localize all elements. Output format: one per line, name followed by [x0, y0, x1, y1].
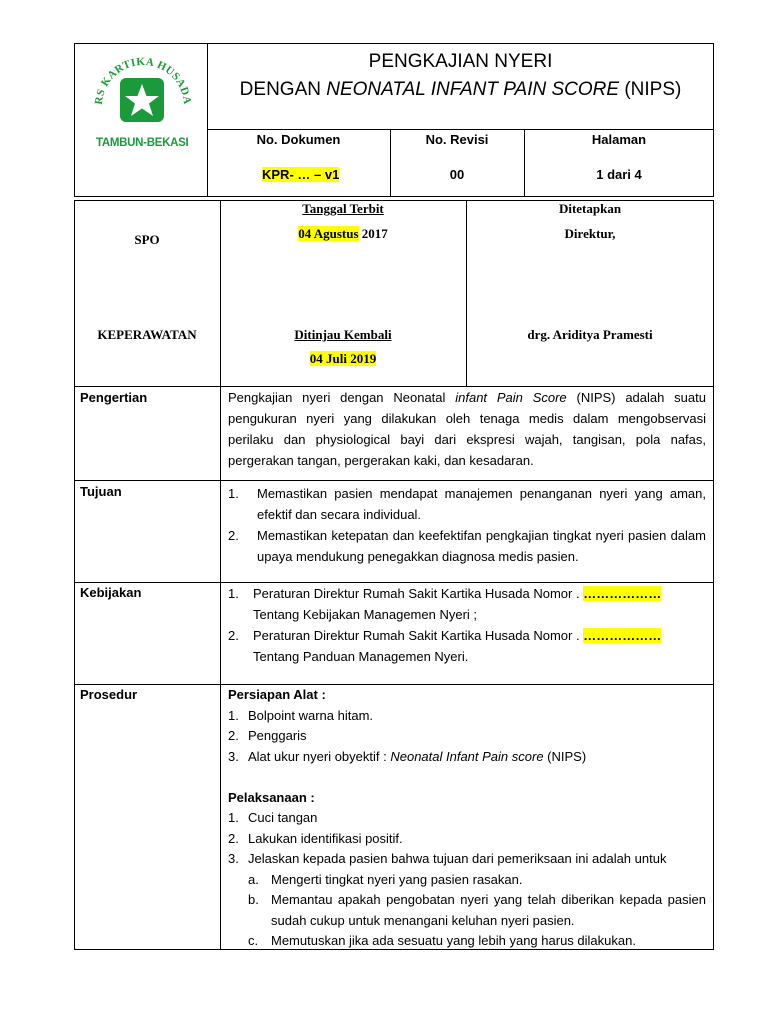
pelaksanaan-title: Pelaksanaan :: [228, 789, 315, 805]
issue-date-label: Tanggal Terbit: [302, 201, 384, 216]
logo-caption: TAMBUN-BEKASI: [96, 137, 189, 149]
review-date-label: Ditinjau Kembali: [294, 327, 392, 342]
sub-list-item: a. Mengerti tingkat nyeri yang pasien rasakan.: [248, 871, 523, 887]
document-title: [207, 48, 714, 104]
section-label-kebijakan: Kebijakan: [80, 585, 142, 600]
approved-label: Ditetapkan: [558, 201, 622, 216]
prosedur-content: [228, 685, 706, 952]
list-item: 1. Bolpoint warna hitam.: [228, 707, 374, 723]
sub-list-item: b. Memantau apakah pengobatan nyeri yang telah diberikan kepada pasien sudah cukup untuk menangani keluhan nyeri pasien.: [248, 892, 706, 928]
section-label-tujuan: Tujuan: [80, 484, 122, 499]
title-line-1: PENGKAJIAN NYERI: [368, 51, 553, 72]
list-item: 3. Alat ukur nyeri obyektif : Neonatal Infant Pain score (NIPS): [228, 748, 587, 764]
section-label-pengertian: Pengertian: [80, 390, 148, 405]
title-line-2: DENGAN NEONATAL INFANT PAIN SCORE (NIPS): [239, 79, 682, 100]
review-date-value: 04 Juli 2019: [309, 351, 377, 366]
tujuan-list: [228, 483, 706, 567]
list-item: 1. Peraturan Direktur Rumah Sakit Kartika Husada Nomor . ……………… Tentang Kebijakan Managemen Nyeri ;: [228, 586, 662, 622]
sub-list-item: c. Memutuskan jika ada sesuatu yang lebih yang harus dilakukan.: [248, 933, 636, 948]
list-item: 1. Cuci tangan: [228, 810, 318, 825]
list-item: 1. Memastikan pasien mendapat manajemen penanganan nyeri yang aman, efektif dan secara individual.: [228, 486, 706, 522]
director-name: drg. Ariditya Pramesti: [527, 327, 653, 342]
spo-label: SPO: [134, 232, 160, 247]
pengertian-text: Pengkajian nyeri dengan Neonatal infant Pain Score (NIPS) adalah suatu pengukuran nyeri yang dilakukan oleh tenaga medis dalam mengobservasi perilaku dan physiological bayi dari ekspresi wajah, tangisan, pola nafas, pergerakan tangan, pergerakan kaki, dan kesadaran.: [228, 390, 706, 468]
section-label-prosedur: Prosedur: [80, 687, 138, 702]
list-item: 2. Penggaris: [228, 728, 307, 743]
doc-number-value: KPR- … – v1: [262, 167, 340, 182]
list-item: 2. Peraturan Direktur Rumah Sakit Kartika Husada Nomor . ……………… Tentang Panduan Managemen Nyeri.: [228, 628, 662, 664]
department-label: KEPERAWATAN: [97, 327, 197, 342]
list-item: 3. Jelaskan kepada pasien bahwa tujuan dari pemeriksaan ini adalah untuk: [228, 851, 667, 866]
svg-text:RS KARTIKA HUSADA: RS KARTIKA HUSADA: [92, 55, 194, 106]
issue-date-value: 04 Agustus 2017: [298, 226, 388, 241]
doc-number-label: No. Dokumen: [256, 132, 341, 147]
revision-value: 00: [449, 167, 465, 182]
revision-label: No. Revisi: [425, 132, 489, 147]
persiapan-title: Persiapan Alat :: [228, 687, 326, 702]
list-item: 2. Memastikan ketepatan dan keefektifan pengkajian tingkat nyeri pasien dalam upaya mendukung penegakkan diagnosa medis pasien.: [228, 528, 706, 564]
kebijakan-list: [228, 583, 706, 667]
director-title: Direktur,: [564, 226, 616, 241]
list-item: 2. Lakukan identifikasi positif.: [228, 830, 403, 846]
page-label: Halaman: [591, 132, 647, 147]
page-value: 1 dari 4: [596, 167, 642, 182]
